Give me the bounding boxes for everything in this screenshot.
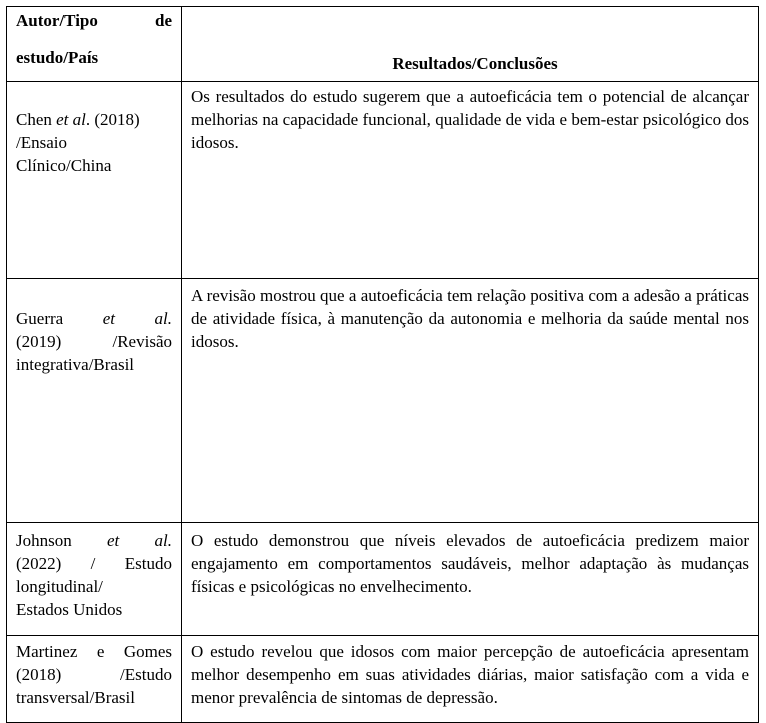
result-text: O estudo demonstrou que níveis elevados de autoeficácia predizem maior engajamento em comportamentos saudáveis, melhor adaptação às mudanças físicas e psicológicas no envelhecimento. <box>191 531 749 596</box>
header-results-label: Resultados/Conclusões <box>392 54 558 73</box>
table-header-row <box>7 7 759 82</box>
author-name: Johnson <box>16 531 72 550</box>
author-cell <box>7 636 182 723</box>
author-name: Guerra <box>16 309 64 328</box>
author-al: al. <box>154 309 172 328</box>
study-type: /Ensaio <box>16 133 67 152</box>
separator-slash: / <box>90 554 96 573</box>
study-type: Estudo <box>124 554 172 573</box>
result-cell <box>182 82 759 279</box>
author-conjunction: e <box>96 642 105 661</box>
author-et: et <box>106 531 120 550</box>
author-cell <box>7 523 182 636</box>
result-cell <box>182 523 759 636</box>
study-country: Clínico/China <box>16 156 112 175</box>
study-country: integrativa/Brasil <box>16 355 135 374</box>
author-et-al: et al <box>56 110 86 129</box>
results-table <box>6 6 759 723</box>
header-author-label-de: de <box>155 11 172 30</box>
author-al: al. <box>154 531 172 550</box>
header-study-country-label: estudo/País <box>16 48 99 67</box>
table-row <box>7 82 759 279</box>
study-type-cont: longitudinal/ <box>16 577 103 596</box>
author-year: (2018) <box>16 665 62 684</box>
author-year: (2019) <box>16 332 62 351</box>
header-results-cell <box>182 7 759 82</box>
header-author-cell <box>7 7 182 82</box>
author-cell <box>7 279 182 523</box>
author-cell <box>7 82 182 279</box>
author-name: Chen <box>16 110 57 129</box>
table-row <box>7 636 759 723</box>
author-name-2: Gomes <box>123 642 172 661</box>
table-row <box>7 279 759 523</box>
result-cell <box>182 279 759 523</box>
header-author-label: Autor/Tipo <box>16 11 98 30</box>
result-text: Os resultados do estudo sugerem que a autoeficácia tem o potencial de alcançar melhorias na capacidade funcional, qualidade de vida e bem-estar psicológico dos idosos. <box>191 87 749 152</box>
result-cell <box>182 636 759 723</box>
study-country: transversal/Brasil <box>16 688 135 707</box>
table-row <box>7 523 759 636</box>
study-country: Estados Unidos <box>16 600 123 619</box>
author-year: . (2018) <box>85 110 140 129</box>
author-et: et <box>102 309 115 328</box>
study-type: /Estudo <box>120 665 172 684</box>
result-text: A revisão mostrou que a autoeficácia tem relação positiva com a adesão a práticas de atividade física, à manutenção da autonomia e melhoria da saúde mental nos idosos. <box>191 286 749 351</box>
author-name: Martinez <box>16 642 78 661</box>
author-year: (2022) <box>16 554 62 573</box>
result-text: O estudo revelou que idosos com maior percepção de autoeficácia apresentam melhor desempenho em suas atividades diárias, maior satisfação com a vida e menor prevalência de sintomas de depressão. <box>191 642 749 707</box>
study-type: /Revisão <box>112 332 172 351</box>
